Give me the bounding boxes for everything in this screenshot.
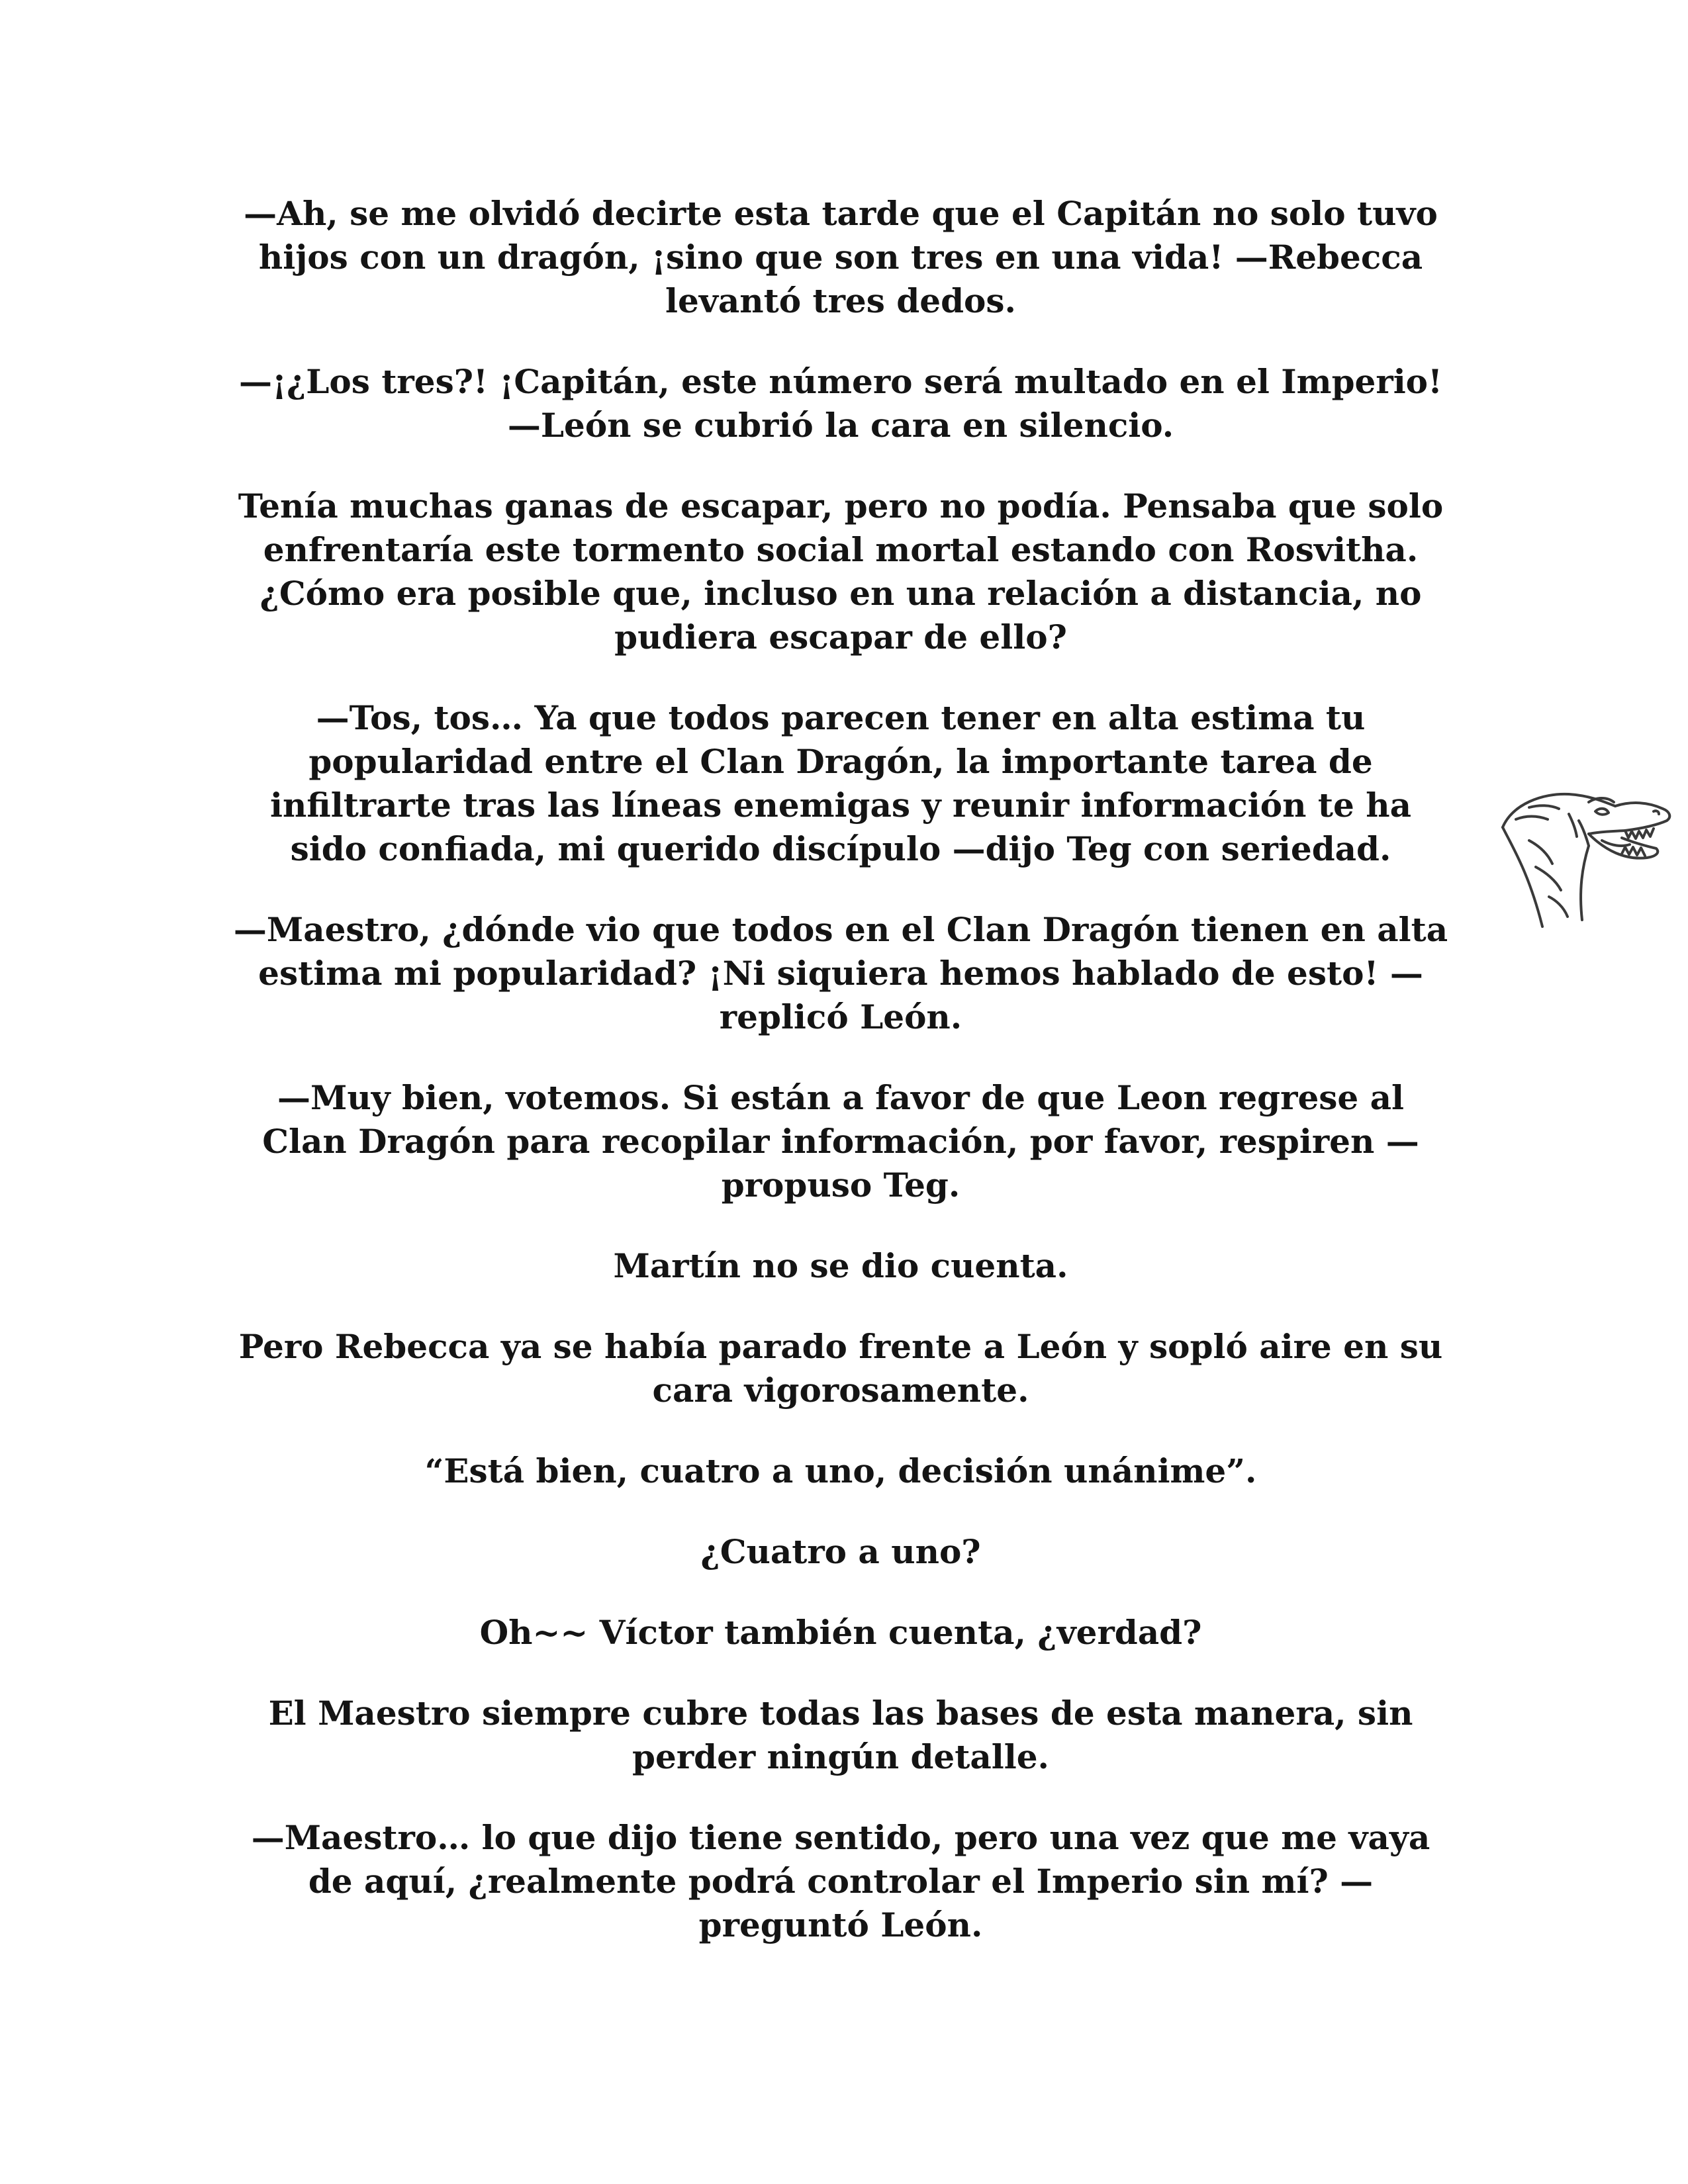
paragraph-8: Pero Rebecca ya se había parado frente a León y sopló aire en su cara vigorosamente. — [238, 1327, 1443, 1410]
paragraph-10: ¿Cuatro a uno? — [700, 1532, 981, 1571]
paragraph-12: El Maestro siempre cubre todas las bases de esta manera, sin perder ningún detalle. — [268, 1694, 1413, 1776]
paragraph-3: Tenía muchas ganas de escapar, pero no podía. Pensaba que solo enfrentaría este tormento social mortal estando con Rosvitha. ¿Cómo era posible que, incluso en una relación a distancia, no pudiera escapar de ello? — [238, 486, 1444, 657]
paragraph-13: —Maestro… lo que dijo tiene sentido, pero una vez que me vaya de aquí, ¿realmente podrá controlar el Imperio sin mí? —preguntó León. — [251, 1818, 1430, 1944]
document-body — [232, 192, 1450, 1984]
paragraph-5: —Maestro, ¿dónde vio que todos en el Clan Dragón tienen en alta estima mi popularidad? ¡Ni siquiera hemos hablado de esto! —replicó León. — [233, 910, 1448, 1036]
paragraph-11: Oh~~ Víctor también cuenta, ¿verdad? — [479, 1613, 1202, 1652]
paragraph-6: —Muy bien, votemos. Si están a favor de que Leon regrese al Clan Dragón para recopilar información, por favor, respiren —propuso Teg. — [262, 1078, 1419, 1205]
paragraph-7: Martín no se dio cuenta. — [613, 1246, 1068, 1285]
paragraph-1: —Ah, se me olvidó decirte esta tarde que el Capitán no solo tuvo hijos con un dragón, ¡sino que son tres en una vida! —Rebecca levantó tres dedos. — [244, 194, 1438, 320]
paragraph-9: “Está bien, cuatro a uno, decisión unánime”. — [424, 1451, 1257, 1490]
paragraph-4: —Tos, tos… Ya que todos parecen tener en alta estima tu popularidad entre el Clan Dragón, la importante tarea de infiltrarte tras las líneas enemigas y reunir información te ha sido confiada, mi querido discípulo —dijo Teg con seriedad. — [270, 698, 1411, 868]
dinosaur-head-sketch-icon — [1489, 768, 1681, 933]
paragraph-2: —¡¿Los tres?! ¡Capitán, este número será multado en el Imperio! —León se cubrió la cara en silencio. — [239, 362, 1442, 445]
